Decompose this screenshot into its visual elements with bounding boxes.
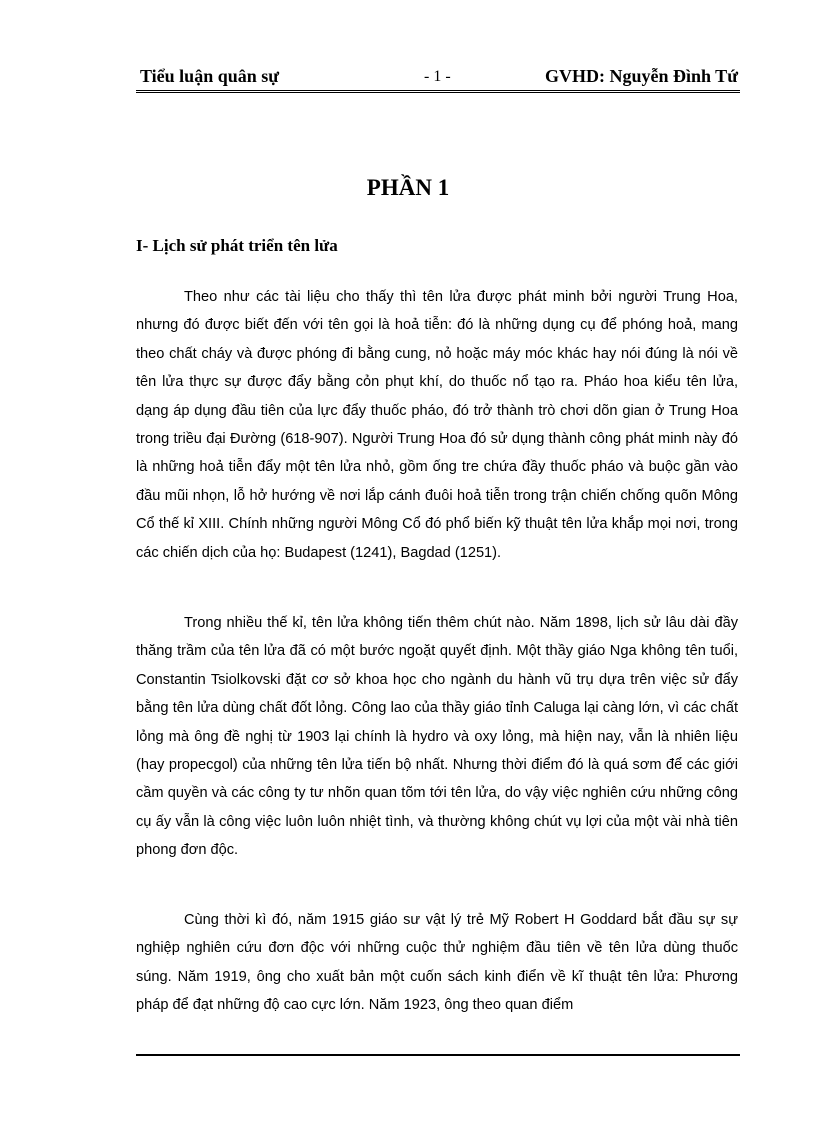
page-header [136,64,740,93]
page-number: - 1 - [424,68,451,85]
section-heading: I- Lịch sử phát triển tên lửa [136,236,338,255]
body-paragraph-1-block [136,283,738,567]
body-paragraph-2-block [136,609,738,865]
header-left-title: Tiểu luận quân sự [140,66,280,86]
header-instructor: GVHD: Nguyễn Đình Tứ [544,66,738,86]
body-paragraph: Theo như các tài liệu cho thấy thì tên lửa được phát minh bởi người Trung Hoa, nhưng đó được biết đến với tên gọi là hoả tiễn: đó là những dụng cụ để phóng hoả, mang theo chất cháy và được phóng đi bằng cung, nỏ hoặc máy móc khác hay nói đúng là nói về tên lửa thực sự được đẩy bằng cỏn phụt khí, do thuốc nổ tạo ra. Pháo hoa kiểu tên lửa, dạng áp dụng đầu tiên của lực đẩy thuốc pháo, đó trở thành trò chơi dõn gian ở Trung Hoa trong triều đại Đường (618-907). Người Trung Hoa đó sử dụng thành công phát minh này đó là những hoả tiễn đẩy một tên lửa nhỏ, gồm ống tre chứa đầy thuốc pháo và buộc gần vào đầu mũi nhọn, lỗ hở hướng về nơi lắp cánh đuôi hoả tiễn trong trận chiến chống quõn Mông Cổ thế kỉ XIII. Chính những người Mông Cổ đó phổ biến kỹ thuật tên lửa khắp mọi nơi, trong các chiến dịch của họ: Budapest (1241), Bagdad (1251). [136,289,738,561]
footer-divider [136,1054,740,1056]
body-paragraph: Trong nhiều thế kỉ, tên lửa không tiến thêm chút nào. Năm 1898, lịch sử lâu dài đầy thăng trầm của tên lửa đã có một bước ngoặt quyết định. Một thầy giáo Nga không tên tuổi, Constantin Tsiolkovski đặt cơ sở khoa học cho ngành du hành vũ trụ dựa trên việc sử đẩy bằng tên lửa dùng chất đốt lỏng. Công lao của thầy giáo tỉnh Caluga lại càng lớn, vì các chất lỏng mà ông đề nghị từ 1903 lại chính là hydro và oxy lỏng, mà hiện nay, vẫn là nhiên liệu (hay propecgol) của những tên lửa tiến bộ nhất. Nhưng thời điểm đó là quá sơm để các giới cầm quyền và các công ty tư nhõn quan tõm tới tên lửa, do vậy việc nghiên cứu những công cụ ấy vẫn là công việc luôn luôn nhiệt tình, và thường không chút vụ lợi của một vài nhà tiên phong đơn độc. [136,615,738,859]
body-paragraph: Cùng thời kì đó, năm 1915 giáo sư vật lý trẻ Mỹ Robert H Goddard bắt đầu sự sự nghiệp nghiên cứu đơn độc với những cuộc thử nghiệm đầu tiên về tên lửa dùng thuốc súng. Năm 1919, ông cho xuất bản một cuốn sách kinh điển về kĩ thuật tên lửa: Phương pháp để đạt những độ cao cực lớn. Năm 1923, ông theo quan điểm [136,912,738,1014]
part-title: PHẦN 1 [366,175,450,200]
body-paragraph-3-block [136,906,738,1020]
